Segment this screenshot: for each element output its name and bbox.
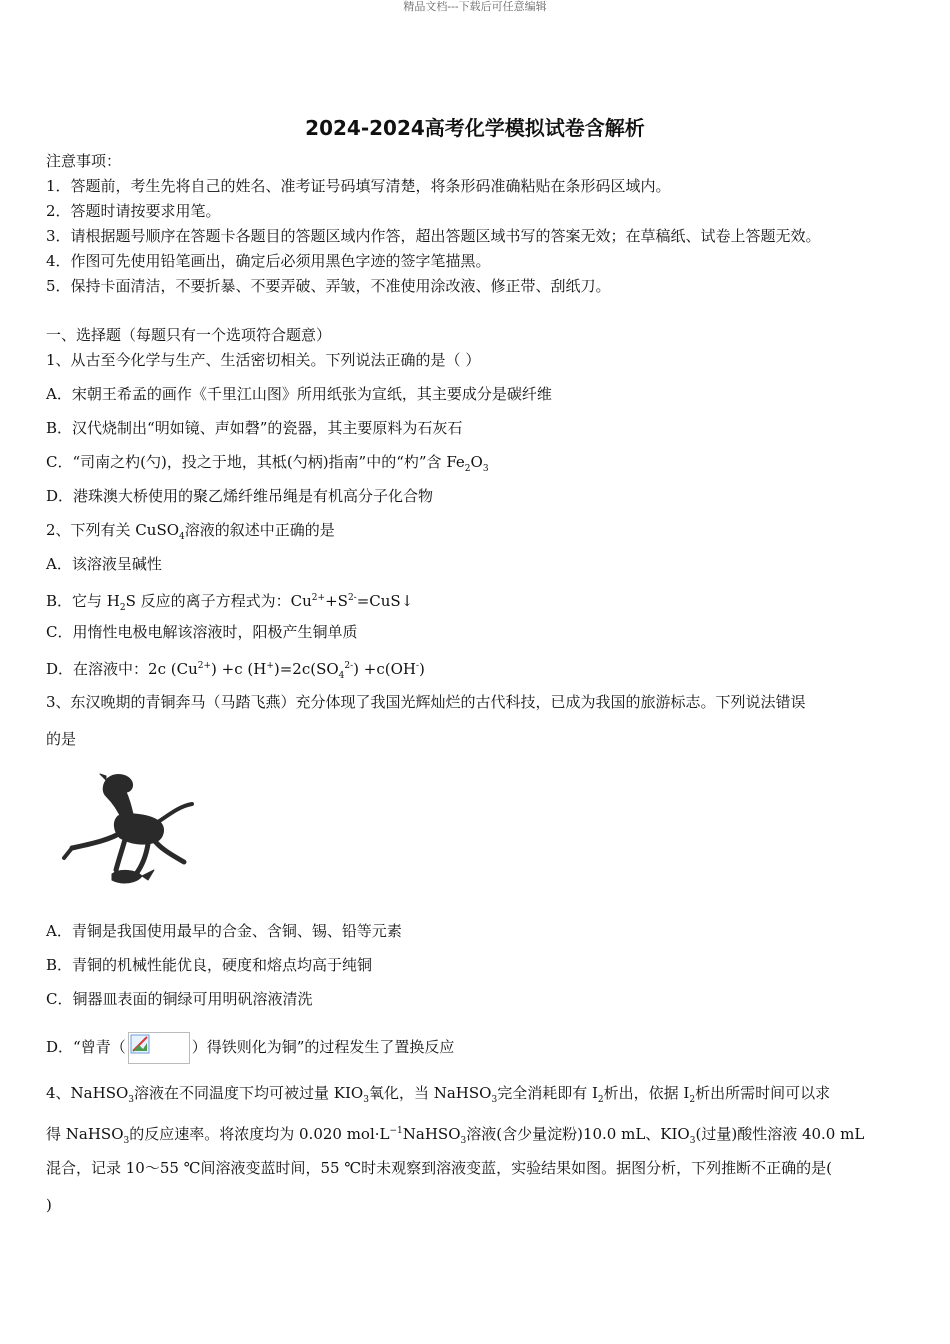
q1-option-d: D．港珠澳大桥使用的聚乙烯纤维吊绳是有机高分子化合物	[46, 487, 434, 505]
q4-l2-a: 得 NaHSO	[46, 1125, 124, 1143]
q4-l1-f: 析出所需时间可以求	[695, 1084, 831, 1102]
q4-l2-d: 溶液(含少量淀粉)10.0 mL、KIO	[466, 1125, 690, 1143]
q2-d-sub: 4	[338, 671, 345, 681]
q4-l1-s1: 3	[128, 1095, 135, 1105]
q2-b-mid: S 反应的离子方程式为：Cu	[125, 592, 312, 610]
q2-d-sup3: 2-	[344, 661, 354, 671]
q2-stem-pre: 2、下列有关 CuSO	[46, 521, 180, 539]
q2-option-a: A．该溶液呈碱性	[46, 555, 162, 573]
q4-line1	[46, 1083, 830, 1110]
q4-l2-c: NaHSO	[402, 1125, 461, 1143]
q4-l1-s5: 2	[689, 1095, 696, 1105]
q1-c-sub2: 3	[482, 464, 489, 474]
q2-stem-post: 溶液的叙述中正确的是	[184, 521, 335, 539]
q1-stem: 1、从古至今化学与生产、生活密切相关。下列说法正确的是（ ）	[46, 351, 481, 369]
q3-option-d	[46, 1030, 454, 1064]
q2-d-pre: D．在溶液中：2c (Cu	[46, 660, 198, 678]
q2-b-mid2: +S	[325, 592, 348, 610]
q4-line3: 混合，记录 10～55 ℃间溶液变蓝时间，55 ℃时未观察到溶液变蓝，实验结果如图。据图分析，下列推断不正确的是(	[46, 1159, 832, 1177]
q4-l2-sup: −1	[389, 1126, 403, 1136]
page-header-note: 精品文档---下载后可任意编辑	[403, 0, 547, 13]
q3-stem-line2: 的是	[46, 730, 77, 748]
q4-l1-s4: 2	[597, 1095, 604, 1105]
q3-option-a: A．青铜是我国使用最早的合金、含铜、锡、铅等元素	[46, 922, 402, 940]
q2-option-b	[46, 588, 413, 618]
q4-l2-s2: 3	[460, 1136, 467, 1146]
q4-l2-e: (过量)酸性溶液 40.0 mL	[695, 1125, 865, 1143]
notice-item-2: 2．答题时请按要求用笔。	[46, 202, 221, 220]
q2-d-sup1: 2+	[197, 661, 212, 671]
q2-b-pre: B．它与 H	[46, 592, 120, 610]
q4-l1-c: 氧化，当 NaHSO	[368, 1084, 492, 1102]
bronze-horse-figure	[46, 766, 196, 892]
page-title: 2024-2024高考化学模拟试卷含解析	[305, 116, 645, 140]
notice-item-4: 4．作图可先使用铅笔画出，确定后必须用黑色字迹的签字笔描黑。	[46, 252, 491, 270]
q1-option-b: B．汉代烧制出“明如镜、声如磬”的瓷器，其主要原料为石灰石	[46, 419, 463, 437]
q2-d-m2: )=2c(SO	[273, 660, 339, 678]
q1-c-text: C．“司南之杓(勺)，投之于地，其柢(勺柄)指南”中的“杓”含 Fe	[46, 453, 465, 471]
q2-option-c: C．用惰性电极电解该溶液时，阳极产生铜单质	[46, 623, 358, 641]
q4-l1-s2: 3	[363, 1095, 369, 1105]
q4-l2-b: 的反应速率。将浓度均为 0.020 mol·L	[129, 1125, 390, 1143]
q2-b-sub: 2	[119, 603, 126, 613]
q3-option-c: C．铜器皿表面的铜绿可用明矾溶液清洗	[46, 990, 313, 1008]
section-heading: 一、选择题（每题只有一个选项符合题意）	[46, 326, 332, 344]
q4-l1-s3: 3	[491, 1095, 498, 1105]
notice-heading: 注意事项：	[46, 152, 122, 170]
q4-l1-a: 4、NaHSO	[46, 1084, 129, 1102]
q2-stem-sub: 4	[179, 532, 185, 542]
q3-d-post: ）得铁则化为铜”的过程发生了置换反应	[191, 1038, 455, 1056]
q2-d-sup2: +	[266, 661, 274, 671]
q2-d-sup4: -	[416, 661, 420, 671]
q2-d-end: )	[419, 660, 425, 678]
q4-l2-s3: 3	[689, 1136, 696, 1146]
broken-image-icon	[128, 1032, 190, 1064]
notice-item-3: 3．请根据题号顺序在答题卡各题目的答题区域内作答，超出答题区域书写的答案无效；在草稿纸、试卷上答题无效。	[46, 227, 821, 245]
q4-line4: )	[46, 1196, 52, 1214]
q1-c-sub1: 2	[464, 464, 471, 474]
q2-d-m3: ) +c(OH	[353, 660, 416, 678]
q2-b-sup2: 2-	[347, 593, 357, 603]
q2-stem	[46, 520, 335, 547]
notice-item-1: 1．答题前，考生先将自己的姓名、准考证号码填写清楚，将条形码准确粘贴在条形码区域内。	[46, 177, 671, 195]
q4-l1-b: 溶液在不同温度下均可被过量 KIO	[134, 1084, 364, 1102]
q1-option-c	[46, 452, 489, 479]
q2-b-sup1: 2+	[311, 593, 326, 603]
q2-d-m1: ) +c (H	[211, 660, 267, 678]
q3-option-b: B．青铜的机械性能优良，硬度和熔点均高于纯铜	[46, 956, 373, 974]
q4-l1-d: 完全消耗即有 I	[497, 1084, 598, 1102]
q4-line2	[46, 1121, 864, 1151]
notice-item-5: 5．保持卡面清洁，不要折暴、不要弄破、弄皱，不准使用涂改液、修正带、刮纸刀。	[46, 277, 611, 295]
q1-c-o: O	[470, 453, 483, 471]
q1-option-a: A．宋朝王希孟的画作《千里江山图》所用纸张为宣纸，其主要成分是碳纤维	[46, 385, 552, 403]
q4-l2-s1: 3	[123, 1136, 130, 1146]
q4-l1-e: 析出，依据 I	[603, 1084, 690, 1102]
q2-option-d	[46, 656, 425, 686]
q2-b-post: =CuS↓	[356, 592, 414, 610]
q3-d-pre: D．“曾青（	[46, 1038, 126, 1056]
q3-stem-line1: 3、东汉晚期的青铜奔马（马踏飞燕）充分体现了我国光辉灿烂的古代科技，已成为我国的旅游标志。下列说法错误	[46, 693, 806, 711]
